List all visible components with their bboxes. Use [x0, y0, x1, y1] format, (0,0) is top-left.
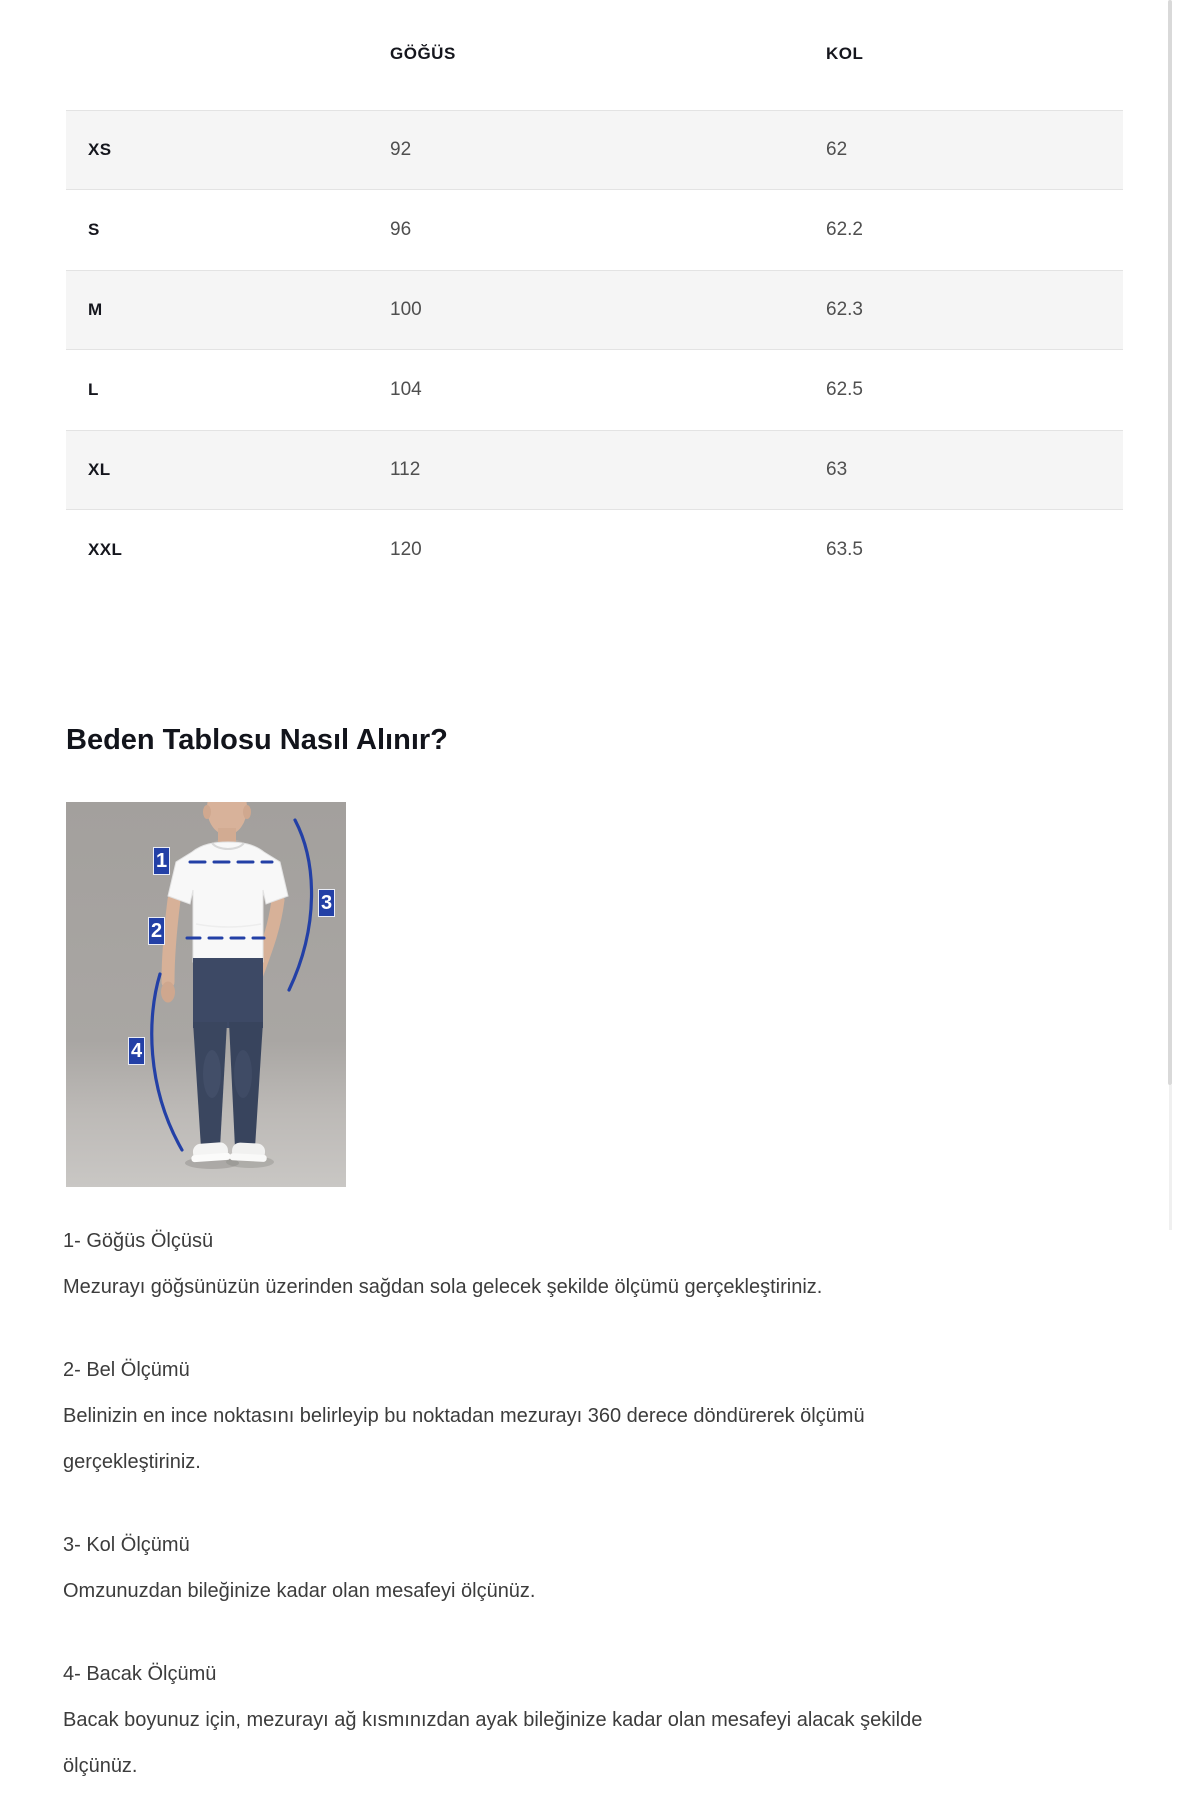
chest-value-cell: 104: [390, 379, 422, 400]
chest-value-cell: 92: [390, 139, 412, 160]
measurement-section-body: Bacak boyunuz için, mezurayı ağ kısmınızdan ayak bileğinize kadar olan mesafeyi alacak şekilde ölçünüz.: [63, 1709, 923, 1777]
table-row: [66, 430, 1123, 510]
measurement-section: [63, 1522, 923, 1614]
measurement-section-title: 1- Göğüs Ölçüsü: [63, 1230, 214, 1252]
measure-badge-2: 2: [148, 917, 165, 945]
measurement-section: [63, 1651, 923, 1789]
chest-value-cell: 120: [390, 539, 422, 560]
mannequin-figure: [66, 802, 346, 1187]
measurement-section-title: 2- Bel Ölçümü: [63, 1359, 190, 1381]
size-cell: M: [88, 300, 103, 319]
scrollbar-track: [1169, 1085, 1172, 1230]
scrollbar-thumb[interactable]: [1168, 0, 1172, 1085]
size-cell: L: [88, 380, 99, 399]
chest-value-cell: 96: [390, 219, 412, 240]
measurement-section-body: Belinizin en ince noktasını belirleyip bu noktadan mezurayı 360 derece döndürerek ölçümü gerçekleştiriniz.: [63, 1405, 865, 1473]
size-cell: XS: [88, 140, 112, 159]
table-row: [66, 110, 1123, 190]
size-table: [66, 30, 1123, 590]
measure-badge-4: 4: [128, 1037, 145, 1065]
arm-value-cell: 62.5: [826, 379, 863, 400]
measurement-section: [63, 1347, 923, 1485]
size-table-header: [66, 30, 1123, 78]
size-table-body: [66, 110, 1123, 590]
arm-value-cell: 63.5: [826, 539, 863, 560]
measure-badge-3: 3: [318, 889, 335, 917]
guide-heading: Beden Tablosu Nasıl Alınır?: [66, 724, 448, 756]
chest-value-cell: 112: [390, 459, 421, 480]
size-cell: XL: [88, 460, 111, 479]
measurement-section-title: 3- Kol Ölçümü: [63, 1534, 190, 1556]
measure-badge-1: 1: [153, 847, 170, 875]
arm-value-cell: 62.3: [826, 299, 863, 320]
size-cell: S: [88, 220, 100, 239]
measurement-section-body: Mezurayı göğsünüzün üzerinden sağdan sola gelecek şekilde ölçümü gerçekleştiriniz.: [63, 1276, 823, 1298]
arm-value-cell: 63: [826, 459, 848, 480]
chest-value-cell: 100: [390, 299, 422, 320]
measurement-section-body: Omzunuzdan bileğinize kadar olan mesafeyi ölçünüz.: [63, 1580, 536, 1602]
measurement-section: [63, 1218, 923, 1310]
column-header-chest: GÖĞÜS: [390, 44, 456, 63]
size-cell: XXL: [88, 540, 123, 559]
table-row: [66, 270, 1123, 350]
column-header-arm: KOL: [826, 44, 864, 63]
measurement-section-title: 4- Bacak Ölçümü: [63, 1663, 217, 1685]
arm-value-cell: 62.2: [826, 219, 863, 240]
measurement-guide-image: [66, 802, 346, 1187]
table-row: [66, 510, 1123, 590]
arm-value-cell: 62: [826, 139, 848, 160]
table-row: [66, 350, 1123, 430]
measurement-instructions: [63, 1218, 923, 1800]
table-row: [66, 190, 1123, 270]
